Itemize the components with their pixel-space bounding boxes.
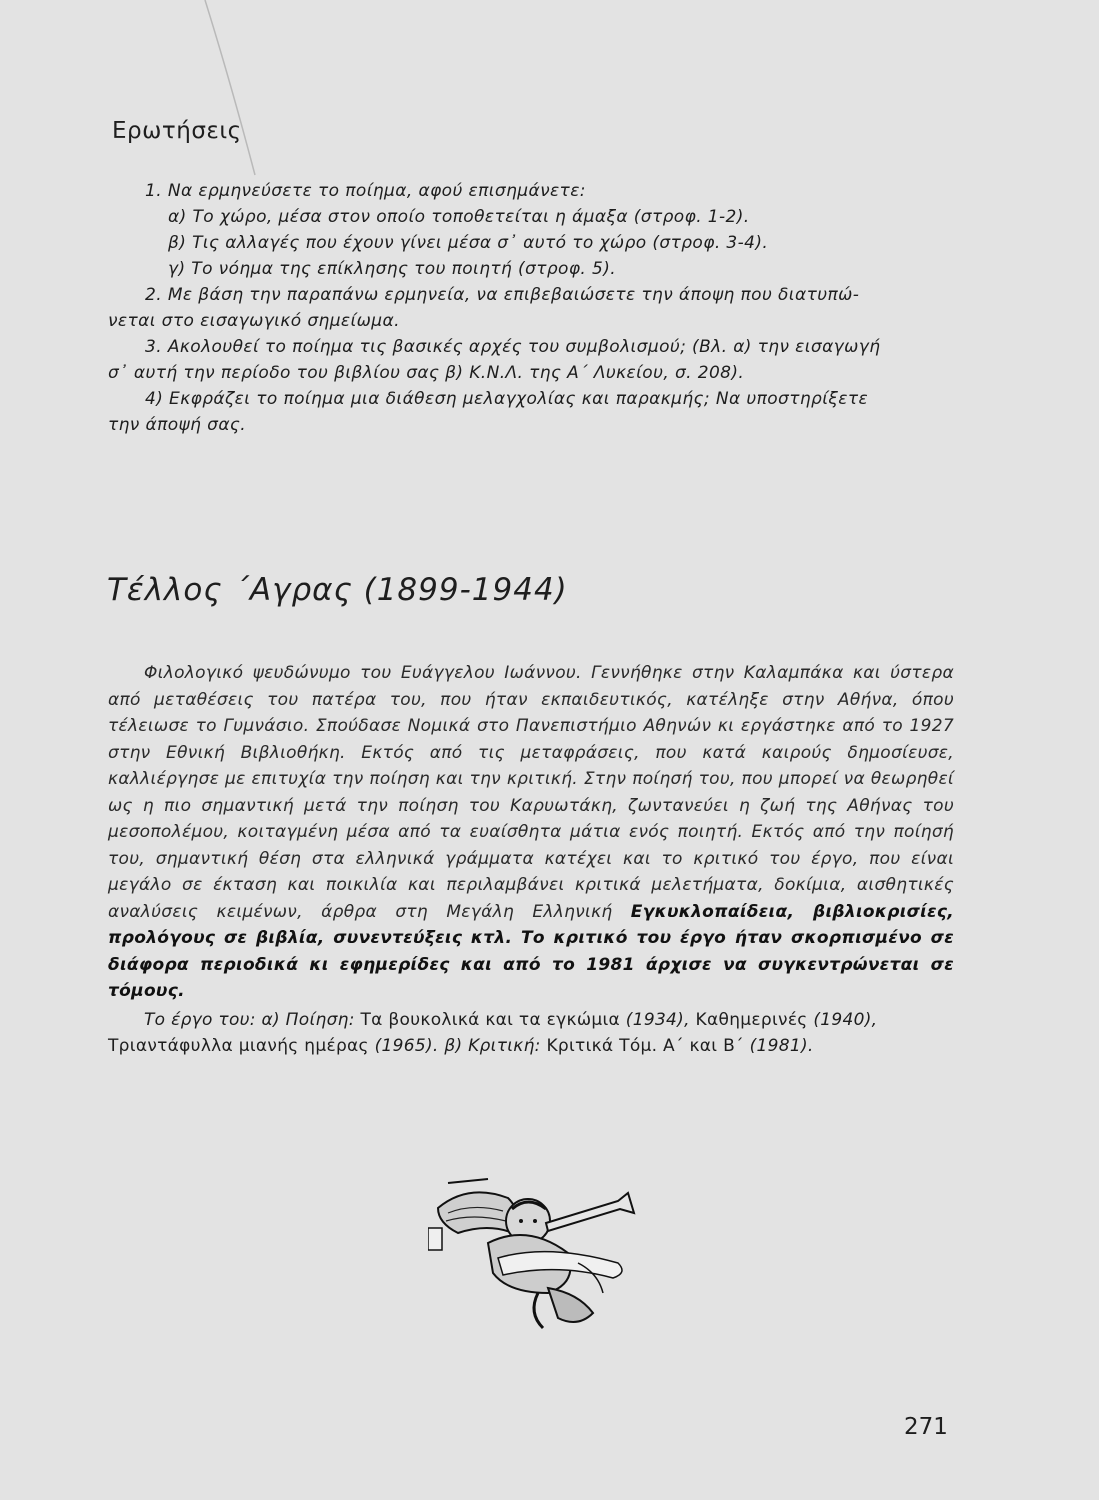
criticism-label: β) Κριτική: bbox=[444, 1036, 541, 1056]
work-year: (1940), bbox=[813, 1009, 878, 1030]
works-list-continued bbox=[108, 1033, 954, 1060]
question-1c: γ) Το νόημα της επίκλησης του ποιητή (στροφ. 5). bbox=[168, 259, 617, 279]
question-2: 2. Με βάση την παραπάνω ερμηνεία, να επιβεβαιώσετε την άποψη που διατυπώ- bbox=[145, 285, 860, 305]
biography-text-continued: Εγκυκλοπαίδεια, βιβλιοκρισίες, προλόγους σε βιβλία, συνεντεύξεις κτλ. Το κριτικό του έργο ήταν σκορπισμένο σε διάφορα περιοδικά κι εφημερίδες και από το 1981 άρχισε να συγκεντρώνεται σε τόμους. bbox=[108, 901, 954, 1001]
question-3-continued: σ᾽ αυτή την περίοδο του βιβλίου σας β) Κ.Ν.Λ. της Α΄ Λυκείου, σ. 208). bbox=[108, 363, 745, 383]
page-number: 271 bbox=[904, 1414, 948, 1440]
cupid-illustration bbox=[428, 1163, 658, 1333]
question-4: 4) Εκφράζει το ποίημα μια διάθεση μελαγχολίας και παρακμής; Να υποστηρίξετε bbox=[145, 389, 869, 409]
question-2-continued: νεται στο εισαγωγικό σημείωμα. bbox=[108, 311, 400, 331]
biography bbox=[108, 660, 954, 1060]
work-title: Κριτικά Τόμ. Α΄ και Β΄ bbox=[546, 1036, 744, 1056]
work-title: Τριαντάφυλλα μιανής ημέρας bbox=[108, 1036, 369, 1056]
question-3: 3. Ακολουθεί το ποίημα τις βασικές αρχές του συμβολισμού; (Βλ. α) την εισαγωγή bbox=[145, 337, 881, 357]
work-year: (1934), bbox=[625, 1009, 690, 1030]
work-title: Καθημερινές bbox=[695, 1009, 808, 1030]
questions-heading: Ερωτήσεις bbox=[112, 118, 242, 144]
works-label: Το έργο του: α) Ποίηση: bbox=[144, 1009, 355, 1030]
work-year: (1981). bbox=[749, 1036, 814, 1056]
work-year: (1965). bbox=[374, 1036, 439, 1056]
question-1: 1. Να ερμηνεύσετε το ποίημα, αφού επισημάνετε: bbox=[145, 181, 586, 201]
biography-paragraph bbox=[108, 660, 954, 1005]
question-4-continued: την άποψή σας. bbox=[108, 415, 247, 435]
works-list bbox=[108, 1007, 954, 1034]
work-title: Τα βουκολικά και τα εγκώμια bbox=[360, 1009, 621, 1030]
biography-text: Φιλολογικό ψευδώνυμο του Ευάγγελου Ιωάννου. Γεννήθηκε στην Καλαμπάκα και ύστερα από μεταθέσεις του πατέρα του, που ήταν εκπαιδευτικός, κατέληξε στην Αθήνα, όπου τέλειωσε το Γυμνάσιο. Σπούδασε Νομικά στο Πανεπιστήμιο Αθηνών κι εργάστηκε από το 1927 στην Εθνική Βιβλιοθήκη. Εκτός από τις μεταφράσεις, που κατά καιρούς δημοσίευσε, καλλιέργησε με επιτυχία την ποίηση και την κριτική. Στην ποίησή του, που μπορεί να θεωρηθεί ως η πιο σημαντική μετά την ποίηση του Καρυωτάκη, ζωντανεύει η ζωή της Αθήνας του μεσοπολέμου, κοιταγμένη μέσα από τα ευαίσθητα μάτια ενός ποιητή. Εκτός από την ποίησή του, σημαντική θέση στα ελληνικά γράμματα κατέχει και το κριτικό του έργο, που είναι μεγάλο σε έκταση και ποικιλία και περιλαμβάνει κριτικά μελετήματα, δοκίμια, αισθητικές αναλύσεις κειμένων, άρθρα στη Μεγάλη Ελληνική bbox=[108, 663, 954, 922]
question-1a: α) Το χώρο, μέσα στον οποίο τοποθετείται η άμαξα (στροφ. 1-2). bbox=[168, 207, 750, 227]
questions-list bbox=[108, 178, 953, 438]
paper-crease-mark bbox=[200, 0, 280, 180]
question-1b: β) Τις αλλαγές που έχουν γίνει μέσα σ᾽ αυτό το χώρο (στροφ. 3-4). bbox=[168, 233, 769, 253]
author-title: Τέλλος ΄Αγρας (1899-1944) bbox=[107, 572, 568, 608]
